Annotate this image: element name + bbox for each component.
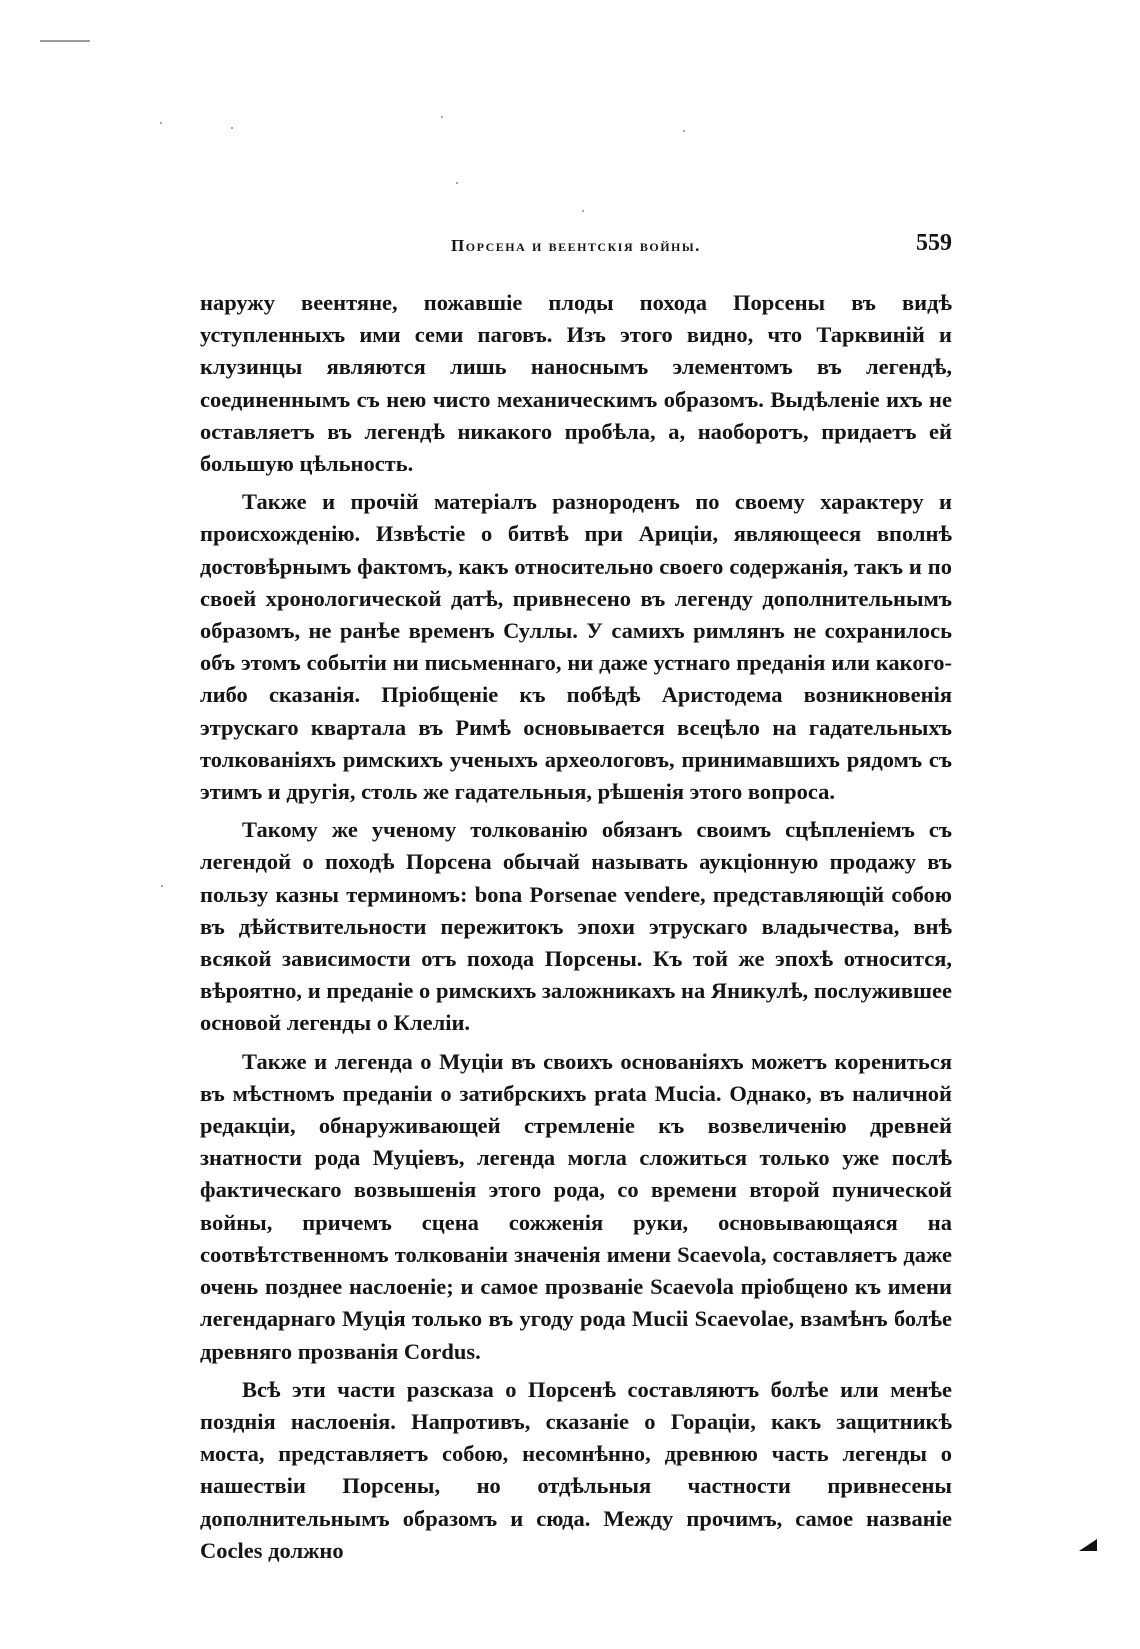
page-header bbox=[200, 230, 952, 266]
body-text bbox=[200, 287, 952, 1573]
page-number: 559 bbox=[916, 230, 952, 256]
scan-speck bbox=[160, 122, 162, 124]
scan-speck bbox=[441, 116, 443, 118]
scan-edge-mark bbox=[40, 40, 90, 42]
scan-speck bbox=[582, 210, 584, 212]
paragraph: Всѣ эти части разсказа о Порсенѣ составляютъ болѣе или менѣе позднія наслоенія. Напротивъ, сказаніе о Гораціи, какъ защитникѣ моста, представляетъ собою, несомнѣнно, древнюю часть легенды о нашествіи Порсены, но отдѣльныя частности привнесены дополнительнымъ образомъ и сюда. Между прочимъ, самое названіе Cocles должно bbox=[200, 1376, 952, 1563]
paragraph: Такому же ученому толкованію обязанъ своимъ сцѣпленіемъ съ легендой о походѣ Порсена обычай называть аукціонную продажу въ пользу казны терминомъ: bona Porsenae vendere, представляющій собою въ дѣйствительности пережитокъ эпохи этрускаго владычества, внѣ всякой зависимости отъ похода Порсены. Къ той же эпохѣ относится, вѣроятно, и преданіе о римскихъ заложникахъ на Яникулѣ, послужившее основой легенды о Клеліи. bbox=[200, 817, 952, 1036]
scan-speck bbox=[456, 182, 458, 184]
scan-speck bbox=[161, 885, 163, 887]
paragraph: наружу веентяне, пожавшіе плоды похода Порсены въ видѣ уступленныхъ ими семи паговъ. Изъ этого видно, что Тарквиній и клузинцы являются лишь наноснымъ элементомъ въ легендѣ, соединеннымъ съ нею чисто механическимъ образомъ. Выдѣленіе ихъ не оставляетъ въ легендѣ никакого пробѣла, а, наоборотъ, придаетъ ей большую цѣльность. bbox=[200, 290, 952, 477]
scan-speck bbox=[231, 127, 233, 129]
page-corner-mark bbox=[1079, 1539, 1097, 1551]
running-title: Порсена и веентскія войны. bbox=[451, 236, 701, 255]
scan-speck bbox=[683, 130, 685, 132]
paragraph: Также и прочій матеріалъ разнороденъ по своему характеру и происхожденію. Извѣстіе о битвѣ при Ариціи, являющееся вполнѣ достовѣрнымъ фактомъ, какъ относительно своего содержанія, такъ и по своей хронологической датѣ, привнесено въ легенду дополнительнымъ образомъ, не ранѣе временъ Суллы. У самихъ римлянъ не сохранилось объ этомъ событіи ни письменнаго, ни даже устнаго преданія или какого-либо сказанія. Пріобщеніе къ побѣдѣ Аристодема возникновенія этрускаго квартала въ Римѣ основывается всецѣло на гадательныхъ толкованіяхъ римскихъ ученыхъ археологовъ, принимавшихъ рядомъ съ этимъ и другія, столь же гадательныя, рѣшенія этого вопроса. bbox=[200, 489, 952, 805]
paragraph: Также и легенда о Муціи въ своихъ основаніяхъ можетъ корениться въ мѣстномъ преданіи о затибрскихъ prata Mucia. Однако, въ наличной редакціи, обнаруживающей стремленіе къ возвеличенію древней знатности рода Муціевъ, легенда могла сложиться только уже послѣ фактическаго возвышенія этого рода, со времени второй пунической войны, причемъ сцена сожженія руки, основывающаяся на соотвѣтственномъ толкованіи значенія имени Scaevola, составляетъ даже очень позднее наслоеніе; и самое прозваніе Scaevola пріобщено къ имени легендарнаго Муція только въ угоду рода Mucii Scaevolae, взамѣнъ болѣе древняго прозванія Cordus. bbox=[200, 1048, 952, 1364]
